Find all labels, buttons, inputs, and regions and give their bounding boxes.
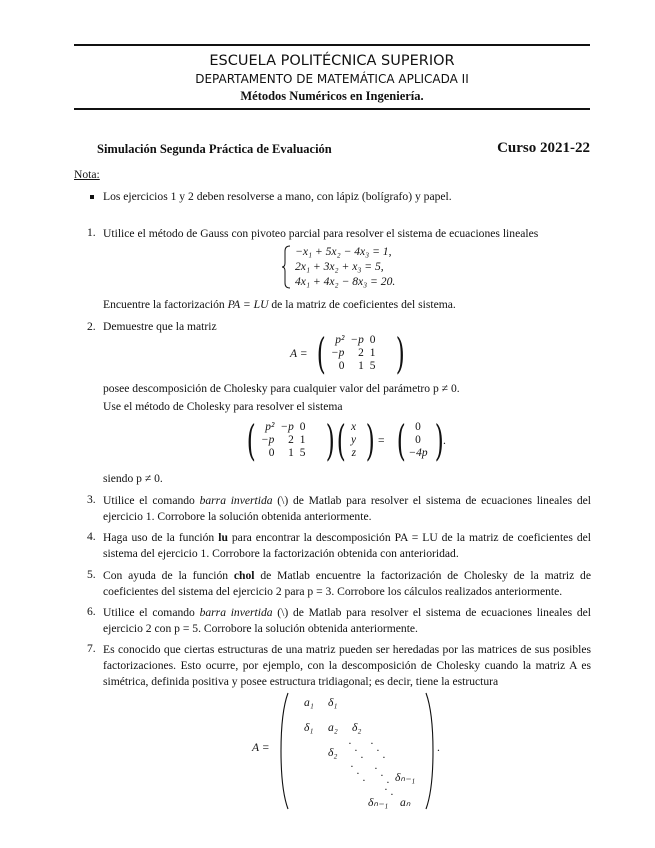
ex2-matrix-rparen: )	[395, 329, 405, 378]
ex7-dot: ·	[360, 751, 364, 764]
ex1-eq2: 2x₁ + 3x₂ + x₃ = 5,	[295, 260, 384, 273]
ex7-dot: ·	[382, 751, 386, 764]
header-bottom-rule	[74, 108, 590, 110]
ex3-text	[103, 493, 591, 525]
ex7-d1-top: δ₁	[328, 696, 338, 709]
note-bullet-text: Los ejercicios 1 y 2 deben resolverse a mano, con lápiz (bolígrafo) y papel.	[103, 190, 452, 203]
ex3-pre: Utilice el comando	[103, 494, 200, 507]
ex1-number: 1.	[87, 226, 96, 239]
matrix-cell: 1	[299, 434, 306, 446]
ex7-dot: ·	[370, 737, 374, 750]
matrix-cell: 1	[288, 447, 294, 459]
ex2-line3: Use el método de Cholesky para resolver el sistema	[103, 400, 343, 413]
ex2-text: Demuestre que la matriz	[103, 320, 217, 333]
ex7-dot: ·	[374, 762, 378, 775]
var-cell: y	[351, 434, 357, 446]
matrix-cell: 0	[369, 334, 376, 346]
ex2-vars-lparen: (	[336, 416, 346, 465]
rhs-cell: 0	[415, 421, 421, 433]
matrix-cell: p²	[335, 334, 345, 346]
ex4-bold: lu	[218, 531, 228, 544]
ex4-post: para encontrar la descomposición PA = LU de la matriz de coeficientes del sistema del ejercicio 1. Corrobore la factorización obtenida con anterioridad.	[103, 531, 591, 560]
exam-title: Simulación Segunda Práctica de Evaluación	[97, 142, 332, 156]
ex5-bold: chol	[233, 569, 255, 582]
ex6-pre: Utilice el comando	[103, 606, 200, 619]
ex5-post: de Matlab encuentre la factorización de Cholesky de la matriz de coeficientes del sistema del ejercicio 2 para p = 3. Corrobore los cálculos realizados anteriormente.	[103, 569, 592, 598]
ex7-an: aₙ	[400, 796, 411, 809]
ex7-matrix-end: .	[437, 741, 440, 754]
ex7-dot: ·	[362, 774, 366, 787]
department-name: DEPARTAMENTO DE MATEMÁTICA APLICADA II	[195, 72, 469, 86]
matrix-cell: 1	[369, 347, 376, 359]
ex7-d2-top: δ₂	[352, 721, 362, 734]
ex6-text	[103, 605, 591, 637]
matrix-cell: 0	[338, 360, 345, 372]
ex2-siendo: siendo p ≠ 0.	[103, 472, 163, 485]
ex4-pre: Haga uso de la función	[103, 531, 219, 544]
note-label: Nota:	[74, 168, 100, 181]
ex1-after-post: de la matriz de coeficientes del sistema.	[268, 298, 456, 311]
ex2-matrix-lparen: (	[316, 329, 326, 378]
matrix-cell: 2	[358, 347, 364, 359]
ex2-system-matrix	[258, 421, 308, 460]
ex1-eq1: −x₁ + 5x₂ − 4x₃ = 1,	[295, 245, 392, 258]
ex2-rhs	[404, 421, 432, 460]
academic-year: Curso 2021-22	[497, 140, 590, 156]
ex2-sys-lparen: (	[246, 416, 256, 465]
matrix-cell: −p	[280, 421, 294, 433]
ex1-system-brace	[281, 245, 291, 289]
matrix-cell: −p	[350, 334, 364, 346]
ex1-text: Utilice el método de Gauss con pivoteo parcial para resolver el sistema de ecuaciones lineales	[103, 227, 539, 240]
ex7-dot: ·	[356, 767, 360, 780]
ex7-dot: ·	[376, 744, 380, 757]
ex7-a1: a₁	[304, 696, 314, 709]
ex5-pre: Con ayuda de la función	[103, 569, 234, 582]
matrix-cell: 5	[299, 447, 306, 459]
ex2-line2: posee descomposición de Cholesky para cualquier valor del parámetro p ≠ 0.	[103, 382, 460, 395]
course-name: Métodos Numéricos en Ingeniería.	[240, 89, 424, 103]
ex7-dot: ·	[390, 788, 394, 801]
matrix-cell: −p	[331, 347, 345, 359]
ex7-dot: ·	[348, 737, 352, 750]
var-cell: z	[351, 447, 357, 459]
ex7-text: Es conocido que ciertas estructuras de una matriz pueden ser heredadas por las matrices de sus posibles factorizaciones. Esto ocurre, por ejemplo, con la descomposición de Cholesky cuando la matriz A es simétrica, definida positiva y posee estructura tridiagonal; es decir, tiene la estructura	[103, 643, 591, 688]
school-name: ESCUELA POLITÉCNICA SUPERIOR	[209, 53, 455, 69]
ex7-a2: a₂	[328, 721, 338, 734]
ex6-post: (\) de Matlab para resolver el sistema de ecuaciones lineales del ejercicio 2 con p = 5. Corrobore la solución obtenida anteriormente.	[103, 606, 592, 635]
ex4-text	[103, 530, 591, 562]
ex2-matrix-label: A =	[290, 347, 308, 360]
ex7-matrix-label: A =	[252, 741, 270, 754]
ex7-dot: ·	[354, 744, 358, 757]
bullet-icon	[90, 195, 94, 199]
ex3-post: (\) de Matlab para resolver el sistema de ecuaciones lineales del ejercicio 1. Corrobore la solución obtenida anteriormente.	[103, 494, 592, 523]
ex7-dot: ·	[386, 776, 390, 789]
matrix-cell: 5	[369, 360, 376, 372]
rhs-cell: 0	[415, 434, 421, 446]
ex2-number: 2.	[87, 320, 96, 333]
ex7-d2-left: δ₂	[328, 746, 338, 759]
ex7-dot: ·	[384, 783, 388, 796]
ex7-matrix-lparen	[279, 692, 289, 810]
ex2-rhs-lparen: (	[396, 416, 406, 465]
ex2-sys-rparen: )	[325, 416, 335, 465]
ex7-d1-left: δ₁	[304, 721, 314, 734]
matrix-cell: 0	[268, 447, 275, 459]
ex1-after-math: PA = LU	[227, 298, 269, 311]
ex1-after	[103, 298, 456, 311]
ex1-eq3: 4x₁ + 4x₂ − 8x₃ = 20.	[295, 275, 396, 288]
matrix-cell: 0	[299, 421, 306, 433]
ex2-vars	[348, 421, 359, 460]
ex7-dn1-left: δₙ₋₁	[368, 796, 389, 809]
ex4-number: 4.	[87, 530, 96, 543]
ex7-matrix-rparen	[425, 692, 435, 810]
ex2-rhs-rparen: )	[434, 416, 444, 465]
matrix-cell: 2	[288, 434, 294, 446]
ex7-dot: ·	[380, 769, 384, 782]
ex7-dot: ·	[350, 760, 354, 773]
matrix-cell: −p	[261, 434, 275, 446]
ex5-text	[103, 568, 591, 600]
ex2-system-end: .	[443, 434, 446, 447]
rhs-cell: −4p	[408, 447, 428, 459]
ex6-number: 6.	[87, 605, 96, 618]
matrix-cell: 1	[358, 360, 364, 372]
ex2-matrix	[328, 334, 378, 373]
ex2-vars-rparen: )	[365, 416, 375, 465]
ex1-after-pre: Encuentre la factorización	[103, 298, 228, 311]
matrix-cell: p²	[265, 421, 275, 433]
ex5-number: 5.	[87, 568, 96, 581]
ex3-number: 3.	[87, 493, 96, 506]
ex3-em: barra invertida	[199, 494, 273, 507]
var-cell: x	[351, 421, 357, 433]
ex7-dn1-top: δₙ₋₁	[395, 771, 416, 784]
ex7-number: 7.	[87, 642, 96, 655]
header-top-rule	[74, 44, 590, 46]
ex6-em: barra invertida	[199, 606, 273, 619]
ex2-equals: =	[378, 434, 385, 447]
